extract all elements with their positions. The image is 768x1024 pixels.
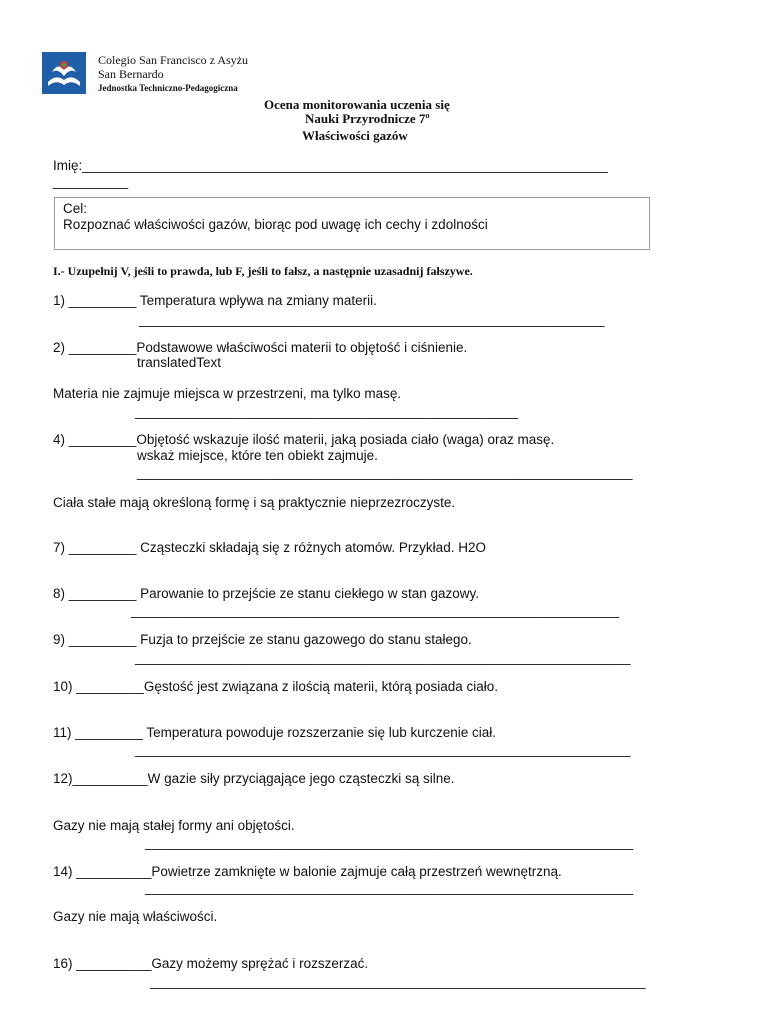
item-11-answer-line: __________________________________________________________________	[135, 742, 631, 757]
item-15: Gazy nie mają właściwości.	[53, 909, 218, 924]
item-14: 14) __________Powietrze zamknięte w balonie zajmuje całą przestrzeń wewnętrzną.	[53, 864, 562, 879]
item-3: Materia nie zajmuje miejsca w przestrzeni, ma tylko masę.	[53, 386, 402, 401]
item-4-answer-line: __________________________________________________________________	[137, 465, 633, 480]
item-10: 10) _________Gęstość jest związana z ilością materii, którą posiada ciało.	[53, 679, 498, 694]
item-8: 8) _________ Parowanie to przejście ze stanu ciekłego w stan gazowy.	[53, 586, 480, 601]
name-label: Imię:______________________________________________________________________	[53, 158, 608, 173]
item-16-answer-line: __________________________________________________________________	[150, 974, 646, 989]
item-11: 11) _________ Temperatura powoduje rozszerzanie się lub kurczenie ciał.	[53, 725, 497, 740]
school-name: Colegio San Francisco z Asyżu	[98, 53, 248, 67]
doc-topic: Właściwości gazów	[302, 128, 408, 143]
instruction: I.- Uzupełnij V, jeśli to prawda, lub F, jeśli to fałsz, a następnie uzasadnij fałszywe.	[53, 264, 473, 278]
item-7: 7) _________ Cząsteczki składają się z różnych atomów. Przykład. H2O	[53, 540, 486, 555]
doc-title: Ocena monitorowania uczenia się	[264, 97, 450, 112]
item-14-answer-line: _________________________________________________________________	[145, 880, 634, 895]
objective-label: Cel:	[63, 201, 88, 216]
item-5: Ciała stałe mają określoną formę i są praktycznie nieprzezroczyste.	[53, 495, 456, 510]
item-9-answer-line: __________________________________________________________________	[135, 650, 631, 665]
name-line-continued: __________	[53, 174, 129, 189]
doc-subject: Nauki Przyrodnicze 7º	[305, 111, 430, 126]
item-2-extra: translatedText	[137, 355, 222, 370]
item-13-answer-line: _________________________________________________________________	[145, 835, 634, 850]
item-4: 4) _________Objętość wskazuje ilość materii, jaką posiada ciało (waga) oraz masę.	[53, 432, 555, 447]
item-16: 16) __________Gazy możemy sprężać i rozszerzać.	[53, 956, 369, 971]
item-8-answer-line: _________________________________________________________________	[131, 603, 620, 618]
objective-text: Rozpoznać właściwości gazów, biorąc pod uwagę ich cechy i zdolności	[63, 217, 488, 232]
school-location: San Bernardo	[98, 67, 164, 81]
item-3-answer-line: ___________________________________________________	[135, 404, 518, 419]
item-1: 1) _________ Temperatura wpływa na zmiany materii.	[53, 293, 377, 308]
school-logo	[42, 52, 86, 94]
school-unit: Jednostka Techniczno-Pedagogiczna	[98, 83, 238, 93]
item-1-answer-line: ______________________________________________________________	[139, 312, 605, 327]
item-9: 9) _________ Fuzja to przejście ze stanu gazowego do stanu stałego.	[53, 632, 472, 647]
item-13: Gazy nie mają stałej formy ani objętości.	[53, 818, 295, 833]
item-12: 12)__________W gazie siły przyciągające jego cząsteczki są silne.	[53, 771, 455, 786]
item-4-extra: wskaż miejsce, które ten obiekt zajmuje.	[137, 448, 378, 463]
item-2: 2) _________Podstawowe właściwości materii to objętość i ciśnienie.	[53, 340, 468, 355]
